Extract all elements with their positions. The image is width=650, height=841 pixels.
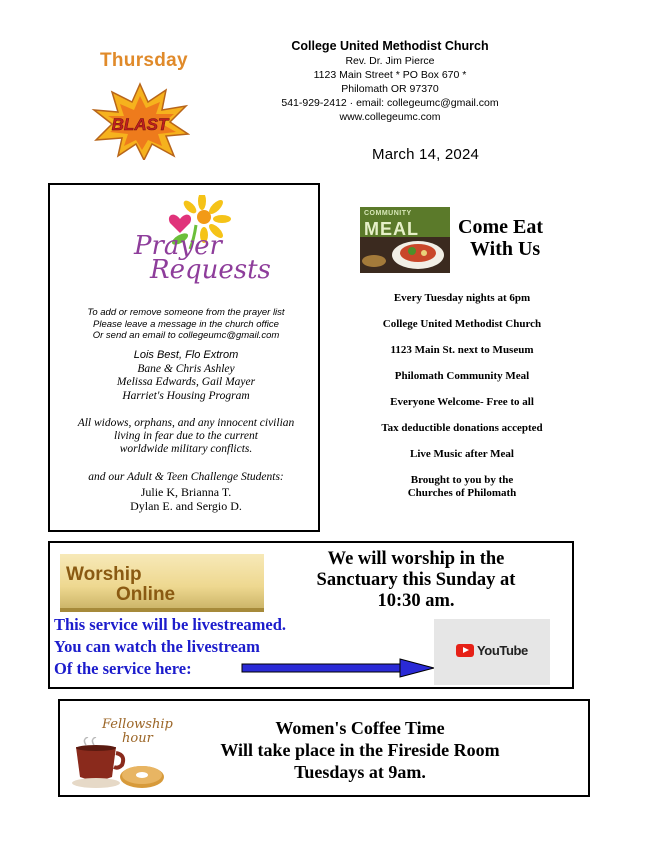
coffee-donut-icon	[72, 737, 172, 793]
meal-detail: Every Tuesday nights at 6pm	[393, 292, 531, 304]
arrow-right-icon	[240, 658, 436, 678]
livestream-line: Of the service here:	[54, 659, 192, 678]
prayer-logo-line2: Requests	[150, 255, 271, 285]
blast-label: BLAST	[111, 115, 169, 134]
meal-detail: Churches of Philomath	[407, 487, 517, 499]
pastor-name: Rev. Dr. Jim Pierce	[345, 55, 435, 67]
prayer-requests-box	[48, 183, 320, 532]
student-line: Dylan E. and Sergio D.	[130, 499, 242, 513]
blast-burst-icon	[90, 82, 190, 160]
website-link[interactable]: www.collegeumc.com	[339, 111, 441, 123]
coffee-line: Will take place in the Fireside Room	[220, 740, 500, 760]
worship-word: Worship	[66, 564, 142, 585]
prayer-widows-text	[58, 417, 314, 456]
church-name: College United Methodist Church	[291, 39, 489, 53]
prayer-names-list	[58, 349, 314, 403]
meal-title-line2: With Us	[470, 238, 541, 260]
meal-detail: Everyone Welcome- Free to all	[390, 396, 534, 408]
come-eat-title	[458, 216, 543, 260]
worship-online-banner	[60, 554, 264, 612]
prayer-name: Bane & Chris Ashley	[137, 362, 235, 375]
worship-heading	[276, 549, 556, 612]
widows-line: worldwide military conflicts.	[119, 443, 253, 455]
prayer-name: Melissa Edwards, Gail Mayer	[116, 376, 256, 388]
meal-detail: Live Music after Meal	[410, 448, 514, 460]
food-plate-icon	[360, 235, 450, 273]
fellowship-word: Fellowship	[102, 717, 173, 732]
meal-title-line1: Come Eat	[458, 216, 543, 238]
meal-detail: Philomath Community Meal	[394, 370, 530, 382]
youtube-icon	[456, 644, 474, 657]
thursday-blast-logo	[88, 44, 198, 164]
youtube-label: YouTube	[477, 643, 528, 658]
instruction-line: Or send an email to collegeumc@gmail.com	[92, 330, 280, 341]
thursday-label: Thursday	[100, 50, 188, 71]
livestream-line: You can watch the livestream	[54, 637, 260, 656]
coffee-time-text	[210, 717, 510, 783]
address-line1: 1123 Main Street * PO Box 670 *	[313, 69, 467, 81]
instruction-line: To add or remove someone from the prayer list	[87, 307, 285, 318]
coffee-line: Tuesdays at 9am.	[294, 762, 426, 782]
fellowship-hour-art	[72, 707, 172, 793]
hour-word: hour	[122, 731, 153, 746]
community-meal-image	[360, 207, 450, 273]
challenge-intro: and our Adult & Teen Challenge Students:	[88, 471, 284, 483]
online-word: Online	[116, 584, 176, 605]
meal-details-list	[352, 292, 572, 500]
instruction-line: Please leave a message in the church office	[93, 318, 279, 330]
newsletter-date: March 14, 2024	[372, 146, 480, 163]
student-line: Julie K, Brianna T.	[140, 485, 232, 499]
prayer-instructions	[58, 307, 314, 342]
youtube-link[interactable]	[434, 619, 550, 685]
meal-detail: Tax deductible donations accepted	[381, 422, 543, 434]
widows-line: living in fear due to the current	[114, 430, 258, 442]
meal-image-label-top: COMMUNITY	[364, 210, 412, 217]
church-header	[250, 38, 530, 124]
worship-heading-line: We will worship in the	[327, 549, 505, 569]
widows-line: All widows, orphans, and any innocent civilian	[77, 417, 295, 429]
prayer-name: Harriet's Housing Program	[122, 389, 250, 402]
worship-heading-line: Sanctuary this Sunday at	[316, 570, 516, 590]
address-line2: Philomath OR 97370	[341, 83, 439, 95]
students-list	[58, 485, 314, 513]
coffee-line: Women's Coffee Time	[275, 718, 445, 738]
contact-line: 541-929-2412 · email: collegeumc@gmail.com	[281, 97, 499, 109]
worship-heading-line: 10:30 am.	[377, 591, 455, 611]
worship-box	[48, 541, 574, 689]
livestream-line: This service will be livestreamed.	[54, 615, 287, 634]
meal-detail: College United Methodist Church	[382, 318, 542, 330]
meal-image-label: MEAL	[364, 219, 419, 239]
meal-detail: 1123 Main St. next to Museum	[390, 344, 534, 356]
meal-detail: Brought to you by the	[410, 474, 514, 486]
prayer-name: Lois Best, Flo Extrom	[133, 349, 239, 361]
prayer-logo-line1: Prayer	[134, 231, 222, 261]
fellowship-box	[58, 699, 590, 797]
